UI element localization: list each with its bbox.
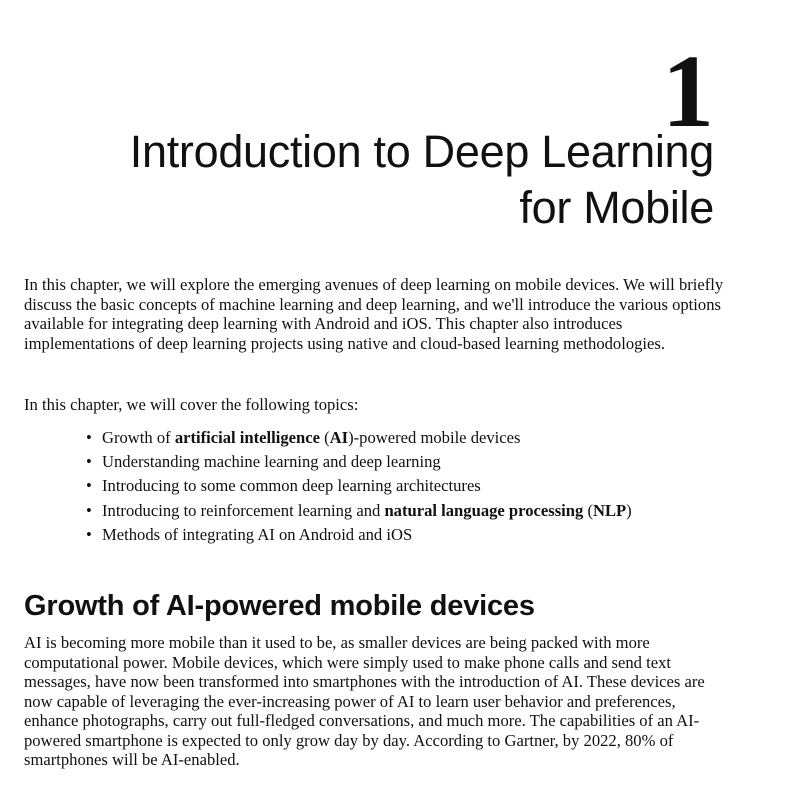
topic-text: )-powered mobile devices [348, 428, 521, 447]
bullet-icon: • [86, 476, 92, 496]
bullet-icon: • [86, 524, 92, 544]
topics-lead-text: In this chapter, we will cover the following topics: [24, 395, 359, 414]
topic-abbrev-bold: AI [329, 428, 349, 447]
intro-paragraph: In this chapter, we will explore the emerging avenues of deep learning on mobile devices. We will briefly discuss the basic concepts of machine learning and deep learning, and we'll introduce the various options available for integrating deep learning with Android and iOS. This chapter also introduces implementations of deep learning projects using native and cloud-based learning methodologies. [24, 275, 724, 353]
topic-item [86, 499, 632, 523]
topic-text: Introducing to some common deep learning architectures [102, 476, 481, 496]
topic-text: ) [626, 500, 632, 520]
bullet-icon: • [86, 500, 92, 520]
topic-abbrev-bold: NLP [592, 500, 627, 520]
chapter-title-line-2: for Mobile [519, 182, 714, 233]
topic-text: Methods of integrating AI on Android and iOS [102, 524, 413, 544]
topic-text: ( [319, 428, 330, 447]
bullet-icon: • [86, 452, 92, 472]
chapter-title [14, 124, 714, 236]
topic-term-bold: natural language processing [384, 500, 584, 520]
bullet-icon: • [86, 428, 92, 447]
topic-text: Growth of [102, 428, 175, 447]
section-paragraph: AI is becoming more mobile than it used to be, as smaller devices are being packed with more computational power. Mobile devices, which were simply used to make phone calls and send text messages, have now been transformed into smartphones with the introduction of AI. These devices are now capable of leveraging the ever-increasing power of AI to learn user behavior and preferences, enhance photographs, carry out full-fledged conversations, and much more. The capabilities of an AI-powered smartphone is expected to only grow day by day. According to Gartner, by 2022, 80% of smartphones will be AI-enabled. [24, 633, 705, 769]
topic-item [86, 426, 632, 450]
topic-text: Introducing to reinforcement learning and [102, 500, 385, 520]
chapter-number: 1 [662, 34, 714, 149]
topic-item [86, 450, 632, 474]
topic-item [86, 523, 632, 547]
topic-term-bold: artificial intelligence [174, 428, 320, 447]
topic-list [86, 426, 632, 547]
topic-text: ( [583, 500, 593, 520]
section-heading: Growth of AI-powered mobile devices [24, 590, 535, 622]
chapter-title-line-1: Introduction to Deep Learning [129, 126, 714, 177]
topic-item [86, 474, 632, 498]
topic-text: Understanding machine learning and deep learning [102, 452, 441, 472]
